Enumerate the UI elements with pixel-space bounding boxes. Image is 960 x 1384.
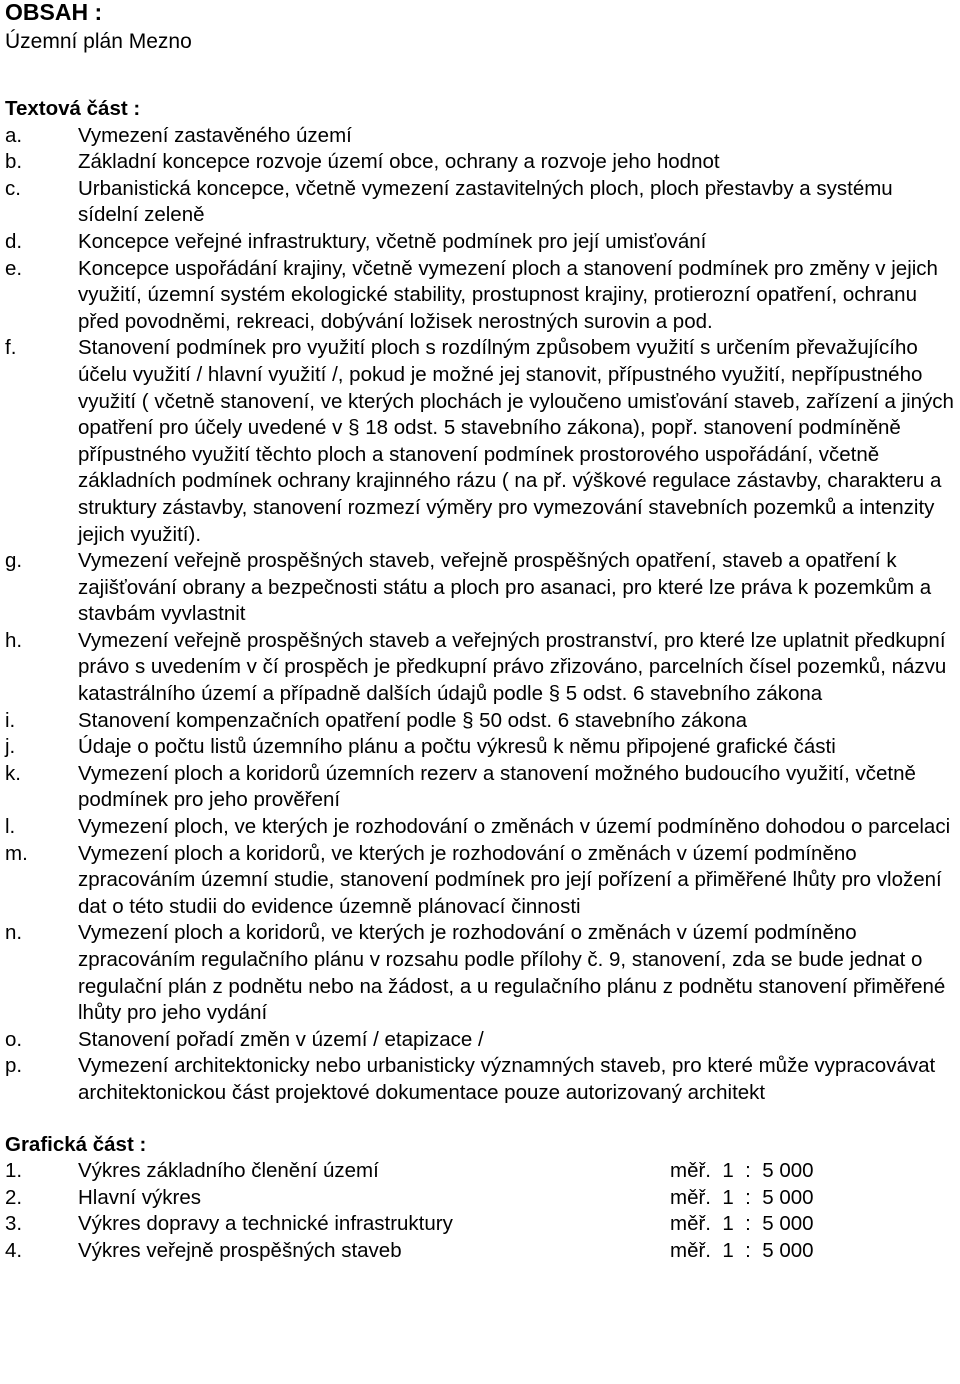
list-item-text: Vymezení ploch a koridorů, ve kterých je rozhodování o změnách v území podmíněno zpracováním regulačního plánu v rozsahu podle přílohy č. 9, stanovení, zda se bude jednat o regulační plán z podnětu nebo na žádost, a u regulačního plánu z podnětu stanovení přiměřené lhůty pro jeho vydání — [78, 921, 946, 1025]
list-item-marker: g. — [5, 549, 23, 573]
list-item-text: Stanovení kompenzačních opatření podle § 50 odst. 6 stavebního zákona — [78, 708, 747, 732]
list-item-text: Vymezení architektonicky nebo urbanisticky významných staveb, pro které může vypracovávat architektonickou část projektové dokumentace pouze autorizovaný architekt — [78, 1054, 936, 1104]
drawing-list-item — [5, 1211, 957, 1238]
list-item — [5, 123, 957, 150]
list-item-marker: o. — [5, 1027, 23, 1051]
document — [5, 0, 957, 1265]
list-item-marker: b. — [5, 150, 23, 174]
drawing-number: 2. — [5, 1185, 23, 1209]
list-item-text: Vymezení veřejně prospěšných staveb, veřejně prospěšných opatření, staveb a opatření k zajišťování obrany a bezpečnosti státu a ploch pro asanaci, pro které lze práva k pozemkům a stavbám vyvlastnit — [78, 549, 932, 626]
drawing-list-item — [5, 1185, 957, 1212]
list-item-text: Základní koncepce rozvoje území obce, ochrany a rozvoje jeho hodnot — [78, 150, 720, 174]
drawing-list-item — [5, 1158, 957, 1185]
list-item-marker: d. — [5, 229, 23, 253]
drawing-number: 3. — [5, 1212, 23, 1236]
list-item-text: Koncepce uspořádání krajiny, včetně vymezení ploch a stanovení podmínek pro změny v jejich využití, územní systém ekologické stability, prostupnost krajiny, protierozní opatření, ochranu před povodněmi, rekreaci, dobývání ložisek nerostných surovin a pod. — [78, 256, 938, 333]
drawing-number: 4. — [5, 1238, 23, 1262]
list-item — [5, 708, 957, 735]
list-item — [5, 1053, 957, 1106]
list-item-marker: f. — [5, 336, 17, 360]
list-item-text: Vymezení ploch a koridorů, ve kterých je rozhodování o změnách v území podmíněno zpracováním územní studie, stanovení podmínek pro její pořízení a přiměřené lhůty pro vložení dat o této studii do evidence územně plánovací činnosti — [78, 841, 942, 918]
list-item — [5, 734, 957, 761]
drawing-label: Výkres veřejně prospěšných staveb — [78, 1238, 402, 1262]
graphic-section-title: Grafická část : — [5, 1132, 147, 1156]
list-item — [5, 335, 957, 548]
list-item-marker: j. — [5, 735, 16, 759]
list-item-marker: e. — [5, 256, 23, 280]
list-item-marker: m. — [5, 841, 28, 865]
drawing-number: 1. — [5, 1159, 23, 1183]
list-item — [5, 256, 957, 336]
list-item — [5, 761, 957, 814]
list-item — [5, 814, 957, 841]
document-subtitle: Územní plán Mezno — [5, 30, 192, 53]
list-item-marker: n. — [5, 921, 23, 945]
drawing-label: Výkres základního členění území — [78, 1159, 379, 1183]
list-item — [5, 1027, 957, 1054]
drawing-scale: měř. 1 : 5 000 — [670, 1185, 814, 1209]
page-title: OBSAH : — [5, 0, 103, 25]
drawing-scale: měř. 1 : 5 000 — [670, 1212, 814, 1236]
list-item-marker: p. — [5, 1054, 23, 1078]
list-item — [5, 841, 957, 921]
list-item-marker: h. — [5, 628, 23, 652]
list-item — [5, 229, 957, 256]
list-item-text: Údaje o počtu listů územního plánu a počtu výkresů k němu připojené grafické části — [78, 735, 836, 759]
list-item-text: Stanovení pořadí změn v území / etapizace / — [78, 1027, 484, 1051]
graphic-section-list — [5, 1158, 957, 1264]
drawing-scale: měř. 1 : 5 000 — [670, 1159, 814, 1183]
drawing-label: Hlavní výkres — [78, 1185, 202, 1209]
list-item-marker: c. — [5, 176, 21, 200]
list-item-text: Vymezení ploch, ve kterých je rozhodování o změnách v území podmíněno dohodou o parcelaci — [78, 815, 951, 839]
list-item-marker: k. — [5, 761, 21, 785]
list-item — [5, 548, 957, 628]
text-section-title: Textová část : — [5, 97, 141, 120]
list-item-text: Vymezení ploch a koridorů územních rezerv a stanovení možného budoucího využití, včetně podmínek pro jeho prověření — [78, 761, 916, 812]
text-section-list — [5, 123, 957, 1107]
drawing-list-item — [5, 1238, 957, 1265]
list-item — [5, 176, 957, 229]
list-item-text: Vymezení zastavěného území — [78, 123, 352, 147]
list-item-marker: i. — [5, 708, 16, 732]
list-item-text: Urbanistická koncepce, včetně vymezení zastavitelných ploch, ploch přestavby a systému sídelní zeleně — [78, 176, 893, 227]
list-item-marker: a. — [5, 123, 23, 147]
list-item — [5, 149, 957, 176]
list-item-marker: l. — [5, 815, 16, 839]
list-item-text: Stanovení podmínek pro využití ploch s rozdílným způsobem využití s určením převažujícího účelu využití / hlavní využití /, pokud je možné jej stanovit, přípustného využití, nepřípustného využití ( včetně stanovení, ve kterých plochách je vyloučeno umisťování staveb, zařízení a jiných opatření pro účely uvedené v § 18 odst. 5 stavebního zákona), popř. stanovení podmíněně přípustného využití těchto ploch a stanovení podmínek prostorového uspořádání, včetně základních podmínek ochrany krajinného rázu ( na př. výškové regulace zástavby, charakteru a struktury zástavby, stanovení rozmezí výměry pro vymezování stavebních pozemků a intenzity jejich využití). — [78, 336, 954, 546]
list-item-text: Koncepce veřejné infrastruktury, včetně podmínek pro její umisťování — [78, 229, 707, 253]
list-item-text: Vymezení veřejně prospěšných staveb a veřejných prostranství, pro které lze uplatnit předkupní právo s uvedením v čí prospěch je předkupní právo zřizováno, parcelních čísel pozemků, názvu katastrálního území a případně dalších údajů podle § 5 odst. 6 stavebního zákona — [78, 628, 947, 706]
list-item — [5, 628, 957, 708]
drawing-label: Výkres dopravy a technické infrastruktury — [78, 1212, 453, 1236]
list-item — [5, 920, 957, 1026]
drawing-scale: měř. 1 : 5 000 — [670, 1238, 814, 1262]
